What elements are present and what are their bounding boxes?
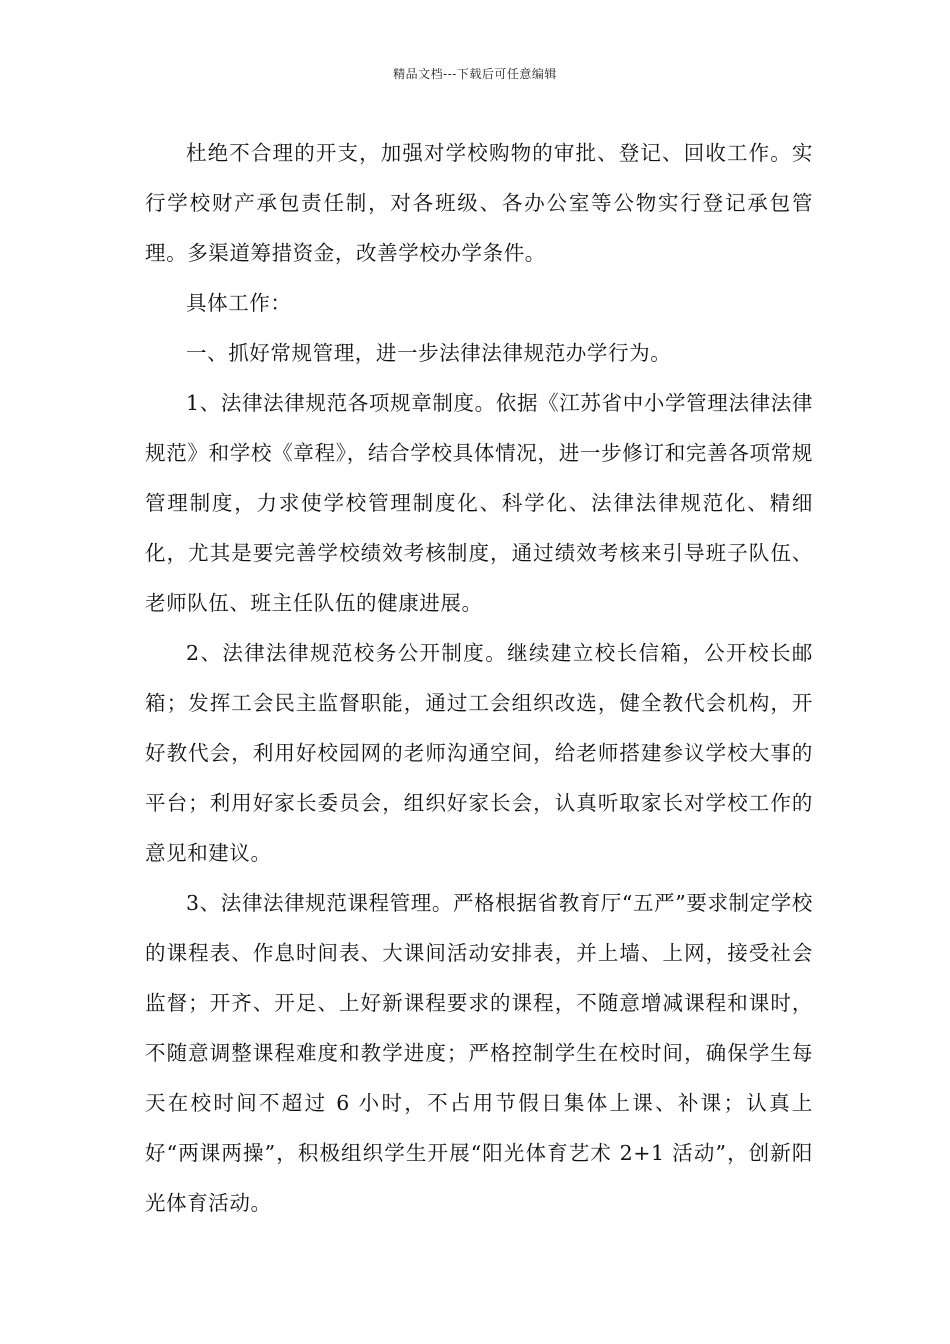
paragraph-heading-tasks: 具体工作： — [186, 291, 292, 315]
page-header: 精品文档---下载后可任意编辑 — [393, 67, 557, 81]
document-body — [145, 128, 813, 1228]
paragraph-item-2: 2、法律法律规范校务公开制度。继续建立校长信箱，公开校长邮箱；发挥工会民主监督职能，通过工会组织改选，健全教代会机构，开好教代会，利用好校园网的老师沟通空间，给老师搭建参议学校大事的平台；利用好家长委员会，组织好家长会，认真听取家长对学校工作的意见和建议。 — [145, 641, 813, 865]
paragraph-section-1: 一、抓好常规管理，进一步法律法律规范办学行为。 — [186, 341, 672, 365]
paragraph-item-1: 1、法律法律规范各项规章制度。依据《江苏省中小学管理法律法律规范》和学校《章程》，结合学校具体情况，进一步修订和完善各项常规管理制度，力求使学校管理制度化、科学化、法律法律规范化、精细化，尤其是要完善学校绩效考核制度，通过绩效考核来引导班子队伍、老师队伍、班主任队伍的健康进展。 — [145, 391, 813, 615]
paragraph-intro: 杜绝不合理的开支，加强对学校购物的审批、登记、回收工作。实行学校财产承包责任制，对各班级、各办公室等公物实行登记承包管理。多渠道筹措资金，改善学校办学条件。 — [145, 141, 813, 265]
paragraph-item-3: 3、法律法律规范课程管理。严格根据省教育厅“五严”要求制定学校的课程表、作息时间表、大课间活动安排表，并上墙、上网，接受社会监督；开齐、开足、上好新课程要求的课程，不随意增减课程和课时，不随意调整课程难度和教学进度；严格控制学生在校时间，确保学生每天在校时间不超过 6 小时，不占用节假日集体上课、补课；认真上好“两课两操”，积极组织学生开展“阳光体育艺术 2+1 活动”，创新阳光体育活动。 — [145, 891, 813, 1215]
